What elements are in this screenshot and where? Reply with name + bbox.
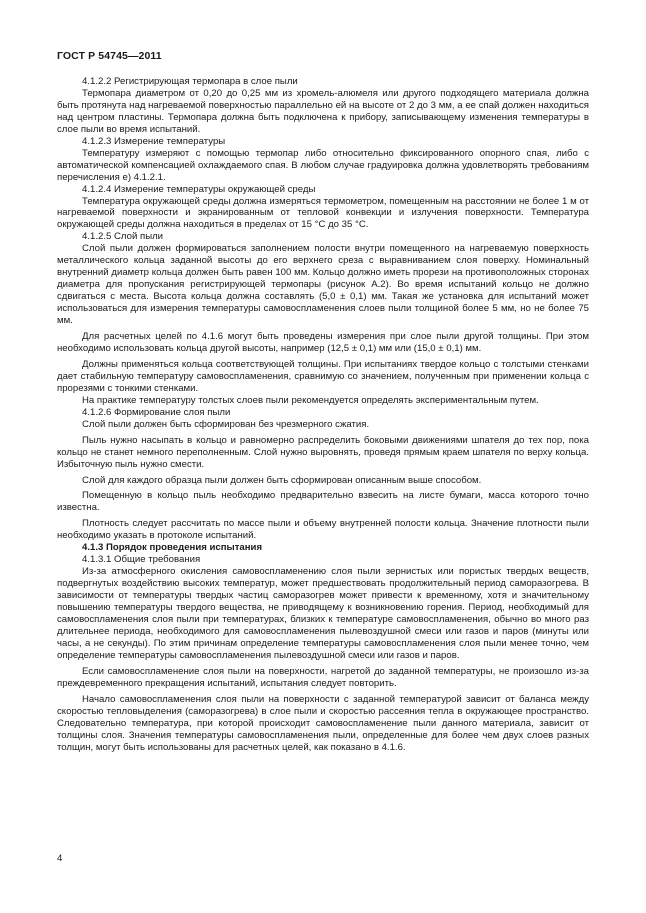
- paragraph: Начало самовоспламенения слоя пыли на поверхности с заданной температурой зависит от баланса между скоростью тепловыделения (саморазогрева) в слое пыли и скоростью рассеяния тепла в окружающее пространство. Следовательно температура, при которой происходит самовоспламенение пыли данного материала, зависит от толщины слоя. Значения температуры самовоспламенения пыли, определенные для более чем двух слоев разных толщин, могут быть использованы для расчетных целей, как показано в 4.1.6.: [57, 693, 589, 753]
- page-number: 4: [57, 853, 63, 864]
- section-heading: 4.1.3.1 Общие требования: [82, 554, 201, 566]
- paragraph: Для расчетных целей по 4.1.6 могут быть проведены измерения при слое пыли другой толщины. При этом необходимо использовать кольца другой высоты, например (12,5 ± 0,1) мм или (15,0 ± 0,1) мм.: [57, 331, 589, 354]
- section-heading: 4.1.2.5 Слой пыли: [82, 231, 164, 243]
- paragraph: Слой пыли должен формироваться заполнением полости внутри помещенного на нагреваемую поверхность металлического кольца заданной высоты до его верхнего среза с выравниванием слоя поверху. Номинальный внутренний диаметр кольца должен быть равен 100 мм. Кольцо должно иметь прорези на противоположных сторонах диаметра для пропускания регистрирующей термопары (рисунок А.2). Во время испытаний кольцо не должно сдвигаться с места. Высота кольца должна составлять (5,0 ± 0,1) мм. Такая же установка для испытаний может использоваться для измерения температуры самовоспламенения слоев пыли толщиной более 5 мм, но не более 75 мм.: [57, 243, 589, 327]
- paragraph: Должны применяться кольца соответствующей толщины. При испытаниях твердое кольцо с толстыми стенками дает стабильную температуру самовоспламенения, сравнимую со значением, полученным при применении кольца с прорезями с тонкими стенками.: [57, 358, 589, 394]
- paragraph: Помещенную в кольцо пыль необходимо предварительно взвесить на листе бумаги, масса которого точно известна.: [57, 490, 589, 514]
- paragraph: Плотность следует рассчитать по массе пыли и объему внутренней полости кольца. Значение плотности пыли необходимо указать в протоколе испытаний.: [57, 518, 589, 542]
- paragraph: Температура окружающей среды должна измеряться термометром, помещенным на расстоянии не более 1 м от нагреваемой поверхности и экранированным от тепловой конвекции и излучения поверхности. Температура окружающей среды должна находиться в пределах от 15 °С до 35 °С.: [57, 195, 589, 231]
- paragraph: Если самовоспламенение слоя пыли на поверхности, нагретой до заданной температуры, не произошло из-за преждевременного прекращения испытаний, испытания следует повторить.: [57, 665, 589, 689]
- paragraph: На практике температуру толстых слоев пыли рекомендуется определять экспериментальным путем.: [82, 394, 539, 406]
- paragraph: Из-за атмосферного окисления самовоспламенению слоя пыли зернистых или пористых твердых веществ, подвергнутых воздействию высоких температур, может предшествовать продолжительный период саморазогрева. В зависимости от температуры твердых частиц саморазогрев может привести к временному, хотя и значительному повышению температуры твердого вещества, не приводящему к возникновению горения. Период, необходимый для самовоспламенения слоя пыли при температурах, близких к температуре самовоспламенения, обычно во много раз длительнее периода, необходимого для самовоспламенения пылевоздушной смеси или газов и паров (минуты или часы, а не секунды). По этим причинам определение температуры самовоспламенения слоя пыли менее точно, чем определение температуры самовоспламенения пылевоздушной смеси или газов и паров.: [57, 566, 589, 661]
- paragraph: Слой для каждого образца пыли должен быть сформирован описанным выше способом.: [82, 474, 482, 486]
- section-heading: 4.1.2.4 Измерение температуры окружающей среды: [82, 183, 316, 195]
- paragraph: Температуру измеряют с помощью термопар либо относительно фиксированного опорного спая, либо с автоматической компенсацией охлаждаемого спая. В любом случае градуировка должна удовлетворять требованиям перечисления е) 4.1.2.1.: [57, 147, 589, 183]
- section-heading: 4.1.3 Порядок проведения испытания: [82, 542, 263, 554]
- section-heading: 4.1.2.3 Измерение температуры: [82, 135, 226, 147]
- paragraph: Пыль нужно насыпать в кольцо и равномерно распределить боковыми движениями шпателя до тех пор, пока кольцо не станет немного переполненным. Слой нужно выровнять, проведя прямым краем шпателя по верху кольца. Избыточную пыль нужно смести.: [57, 434, 589, 470]
- section-heading: 4.1.2.2 Регистрирующая термопара в слое пыли: [82, 76, 298, 87]
- document-body: [57, 76, 589, 753]
- document-header: ГОСТ Р 54745—2011: [57, 50, 162, 62]
- paragraph: Слой пыли должен быть сформирован без чрезмерного сжатия.: [82, 418, 370, 430]
- section-heading: 4.1.2.6 Формирование слоя пыли: [82, 406, 231, 418]
- paragraph: Термопара диаметром от 0,20 до 0,25 мм из хромель-алюмеля или другого подходящего материала должна быть протянута над нагреваемой поверхностью параллельно ей на высоте от 2 до 3 мм, а ее спай должен находиться над центром пластины. Термопара должна быть подключена к прибору, записывающему изменения температуры в слое пыли во время испытаний.: [57, 87, 589, 135]
